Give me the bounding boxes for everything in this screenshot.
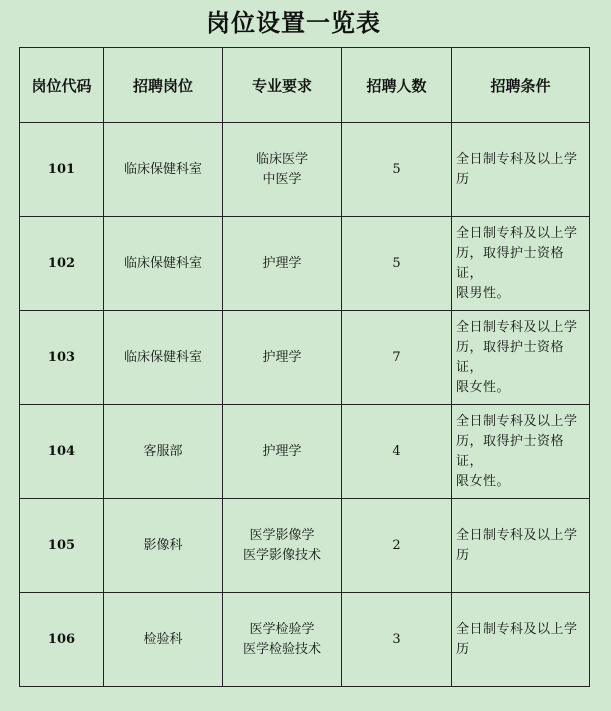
condition-line: 历，取得护士资格证， bbox=[456, 433, 565, 469]
condition-line: 限女性。 bbox=[456, 379, 511, 395]
cell-count: 3 bbox=[342, 593, 452, 687]
condition-line: 全日制专科及以上学 bbox=[456, 319, 578, 335]
cell-condition bbox=[452, 311, 590, 405]
header-code: 岗位代码 bbox=[20, 48, 104, 123]
cell-count: 7 bbox=[342, 311, 452, 405]
condition-line: 全日制专科及以上学历 bbox=[456, 151, 578, 187]
cell-condition bbox=[452, 123, 590, 217]
table-row bbox=[20, 123, 590, 217]
cell-major bbox=[223, 593, 342, 687]
positions-table bbox=[19, 47, 590, 687]
header-major: 专业要求 bbox=[223, 48, 342, 123]
table-row bbox=[20, 593, 590, 687]
cell-major bbox=[223, 405, 342, 499]
condition-line: 历，取得护士资格证， bbox=[456, 339, 565, 375]
major-line: 临床医学 bbox=[255, 151, 308, 167]
table-row bbox=[20, 311, 590, 405]
table-row bbox=[20, 499, 590, 593]
condition-line: 全日制专科及以上学历 bbox=[456, 621, 578, 657]
cell-code: 101 bbox=[20, 123, 104, 217]
cell-position: 临床保健科室 bbox=[104, 311, 223, 405]
cell-code: 103 bbox=[20, 311, 104, 405]
major-line: 医学影像学 bbox=[249, 527, 315, 543]
cell-code: 102 bbox=[20, 217, 104, 311]
major-line: 中医学 bbox=[262, 171, 302, 187]
table-row bbox=[20, 405, 590, 499]
table-header-row bbox=[20, 48, 590, 123]
cell-condition bbox=[452, 499, 590, 593]
header-count: 招聘人数 bbox=[342, 48, 452, 123]
cell-code: 106 bbox=[20, 593, 104, 687]
condition-line: 限男性。 bbox=[456, 285, 511, 301]
cell-code: 105 bbox=[20, 499, 104, 593]
condition-line: 全日制专科及以上学 bbox=[456, 225, 578, 241]
table-row bbox=[20, 217, 590, 311]
cell-count: 5 bbox=[342, 217, 452, 311]
header-position: 招聘岗位 bbox=[104, 48, 223, 123]
header-condition: 招聘条件 bbox=[452, 48, 590, 123]
cell-position: 客服部 bbox=[104, 405, 223, 499]
major-line: 医学检验技术 bbox=[242, 641, 321, 657]
cell-position: 影像科 bbox=[104, 499, 223, 593]
cell-major bbox=[223, 123, 342, 217]
major-line: 医学影像技术 bbox=[242, 547, 321, 563]
condition-line: 历，取得护士资格证， bbox=[456, 245, 565, 281]
cell-condition bbox=[452, 405, 590, 499]
cell-major bbox=[223, 217, 342, 311]
major-line: 护理学 bbox=[262, 443, 302, 459]
cell-condition bbox=[452, 593, 590, 687]
cell-major bbox=[223, 311, 342, 405]
cell-major bbox=[223, 499, 342, 593]
condition-line: 全日制专科及以上学历 bbox=[456, 527, 578, 563]
major-line: 护理学 bbox=[262, 255, 302, 271]
cell-count: 2 bbox=[342, 499, 452, 593]
cell-count: 4 bbox=[342, 405, 452, 499]
major-line: 医学检验学 bbox=[249, 621, 315, 637]
cell-position: 临床保健科室 bbox=[104, 217, 223, 311]
page-title: 岗位设置一览表 bbox=[206, 9, 381, 37]
major-line: 护理学 bbox=[262, 349, 302, 365]
cell-position: 检验科 bbox=[104, 593, 223, 687]
cell-count: 5 bbox=[342, 123, 452, 217]
cell-condition bbox=[452, 217, 590, 311]
condition-line: 限女性。 bbox=[456, 473, 511, 489]
cell-position: 临床保健科室 bbox=[104, 123, 223, 217]
cell-code: 104 bbox=[20, 405, 104, 499]
condition-line: 全日制专科及以上学 bbox=[456, 413, 578, 429]
